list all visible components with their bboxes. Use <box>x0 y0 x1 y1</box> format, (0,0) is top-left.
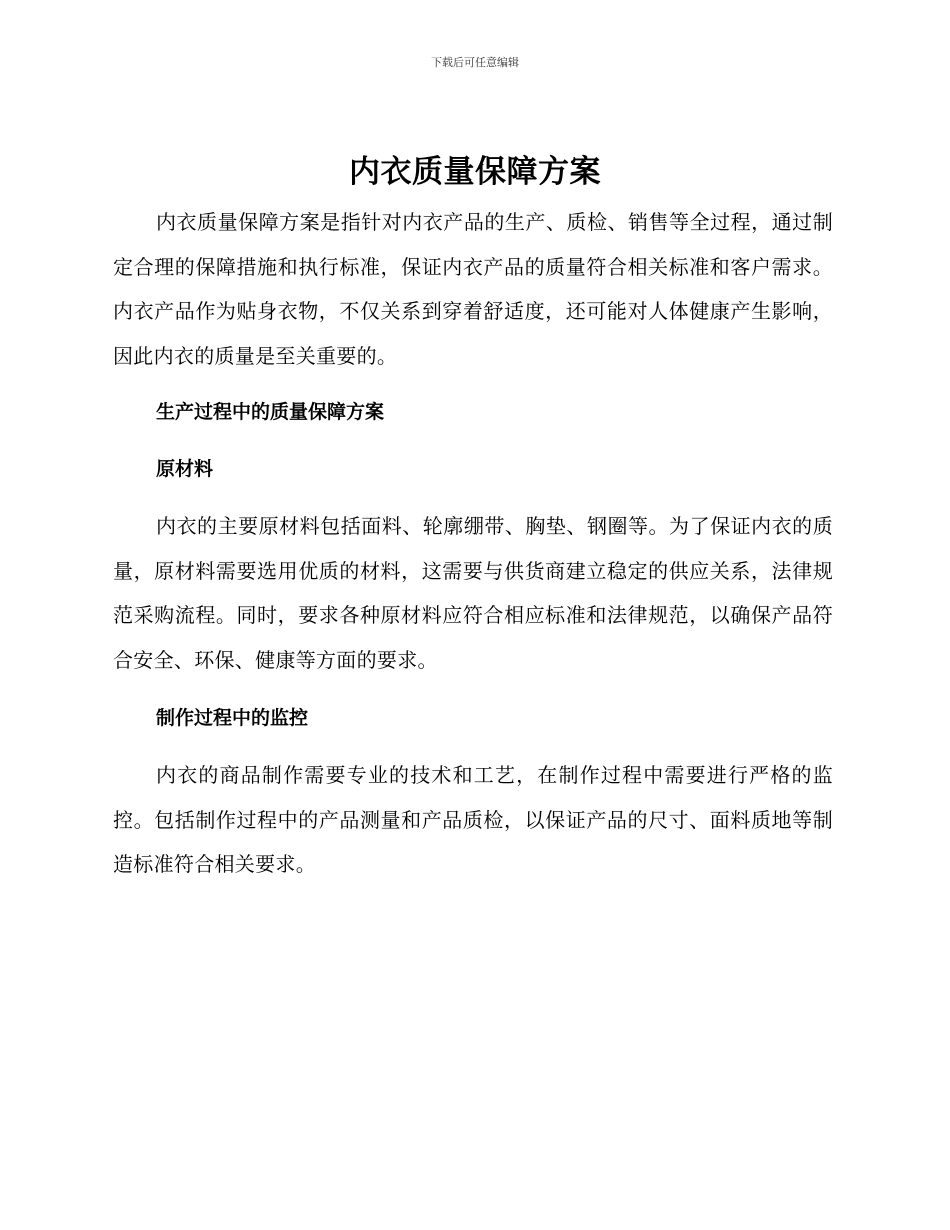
materials-paragraph: 内衣的主要原材料包括面料、轮廓绷带、胸垫、钢圈等。为了保证内衣的质量，原材料需要选用优质的材料，这需要与供货商建立稳定的供应关系，法律规范采购流程。同时，要求各种原材料应符合相应标准和法律规范，以确保产品符合安全、环保、健康等方面的要求。 <box>113 514 833 672</box>
subheading-raw-materials: 原材料 <box>156 458 214 480</box>
document-title: 内衣质量保障方案 <box>349 154 601 190</box>
page-header: 下载后可任意编辑 <box>431 56 519 69</box>
intro-paragraph: 内衣质量保障方案是指针对内衣产品的生产、质检、销售等全过程，通过制定合理的保障措施和执行标准，保证内衣产品的质量符合相关标准和客户需求。内衣产品作为贴身衣物，不仅关系到穿着舒适度，还可能对人体健康产生影响，因此内衣的质量是至关重要的。 <box>113 210 833 368</box>
document-body <box>113 200 833 887</box>
section-heading-production: 生产过程中的质量保障方案 <box>156 401 385 423</box>
monitoring-paragraph: 内衣的商品制作需要专业的技术和工艺，在制作过程中需要进行严格的监控。包括制作过程中的产品测量和产品质检，以保证产品的尺寸、面料质地等制造标准符合相关要求。 <box>113 763 833 876</box>
subheading-process-monitoring: 制作过程中的监控 <box>156 707 309 729</box>
